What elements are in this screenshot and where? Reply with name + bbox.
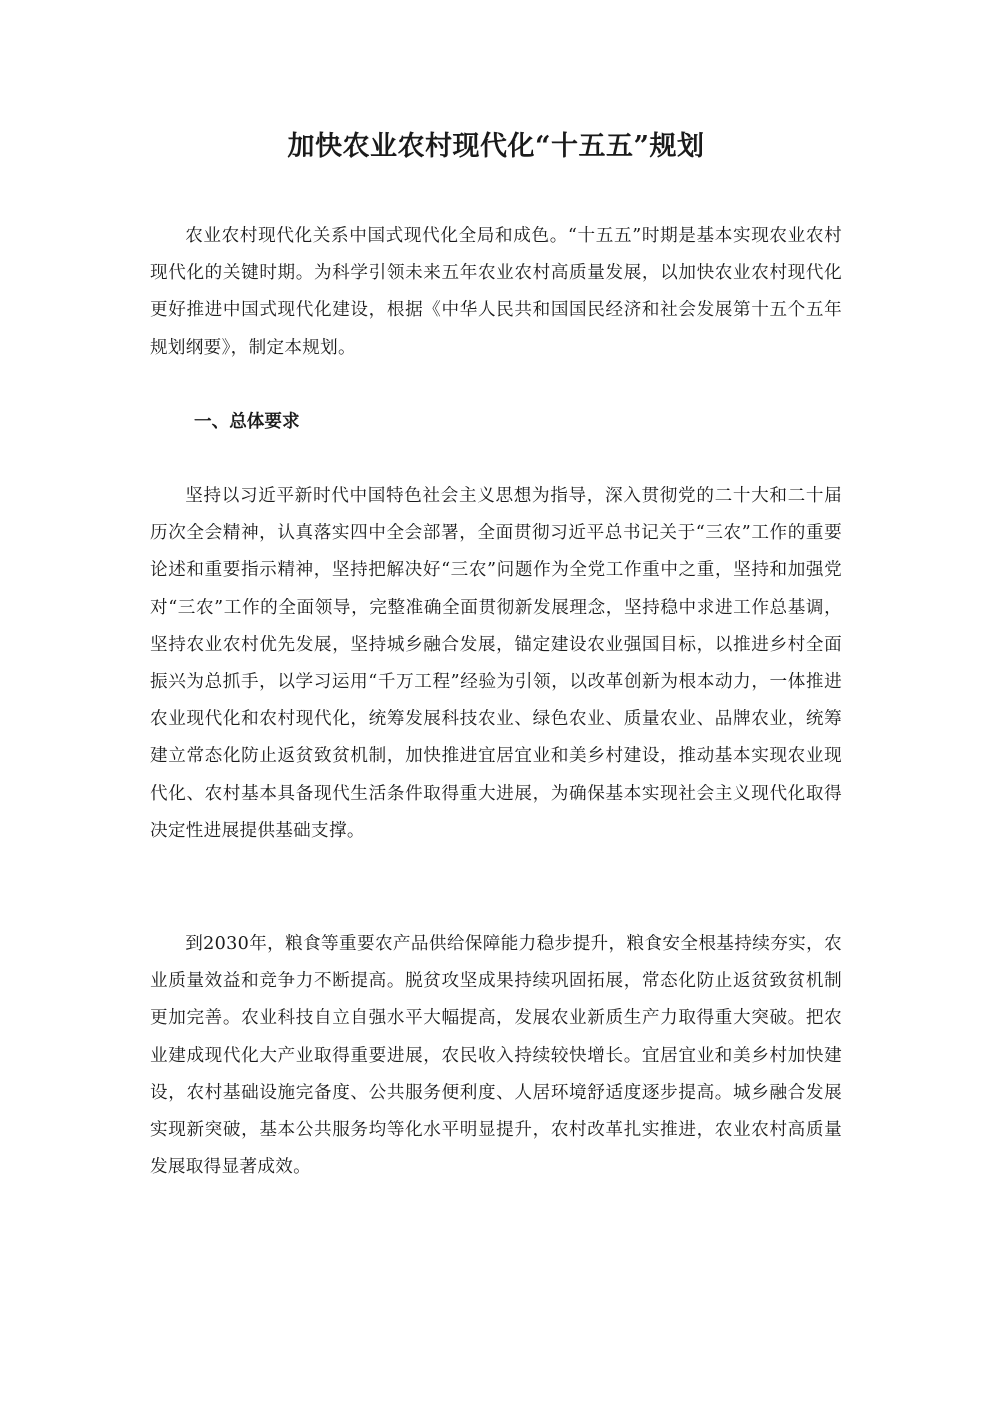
document-title: 加快农业农村现代化“十五五”规划: [287, 131, 705, 162]
goals-2030-paragraph: 到2030年，粮食等重要农产品供给保障能力稳步提升，粮食安全根基持续夯实，农业质量效益和竞争力不断提高。脱贫攻坚成果持续巩固拓展，常态化防止返贫致贫机制更加完善。农业科技自立自强水平大幅提高，发展农业新质生产力取得重大突破。把农业建成现代化大产业取得重要进展，农民收入持续较快增长。宜居宜业和美乡村加快建设，农村基础设施完备度、公共服务便利度、人居环境舒适度逐步提高。城乡融合发展实现新突破，基本公共服务均等化水平明显提升，农村改革扎实推进，农业农村高质量发展取得显著成效。: [150, 934, 842, 1178]
guiding-principles-paragraph: 坚持以习近平新时代中国特色社会主义思想为指导，深入贯彻党的二十大和二十届历次全会精神，认真落实四中全会部署，全面贯彻习近平总书记关于“三农”工作的重要论述和重要指示精神，坚持把解决好“三农”问题作为全党工作重中之重，坚持和加强党对“三农”工作的全面领导，完整准确全面贯彻新发展理念，坚持稳中求进工作总基调，坚持农业农村优先发展，坚持城乡融合发展，锚定建设农业强国目标，以推进乡村全面振兴为总抓手，以学习运用“千万工程”经验为引领，以改革创新为根本动力，一体推进农业现代化和农村现代化，统筹发展科技农业、绿色农业、质量农业、品牌农业，统筹建立常态化防止返贫致贫机制，加快推进宜居宜业和美乡村建设，推动基本实现农业现代化、农村基本具备现代生活条件取得重大进展，为确保基本实现社会主义现代化取得决定性进展提供基础支撑。: [150, 486, 842, 841]
section-heading: 一、总体要求: [194, 412, 300, 432]
intro-paragraph: 农业农村现代化关系中国式现代化全局和成色。“十五五”时期是基本实现农业农村现代化的关键时期。为科学引领未来五年农业农村高质量发展，以加快农业农村现代化更好推进中国式现代化建设，根据《中华人民共和国国民经济和社会发展第十五个五年规划纲要》，制定本规划。: [150, 226, 842, 358]
